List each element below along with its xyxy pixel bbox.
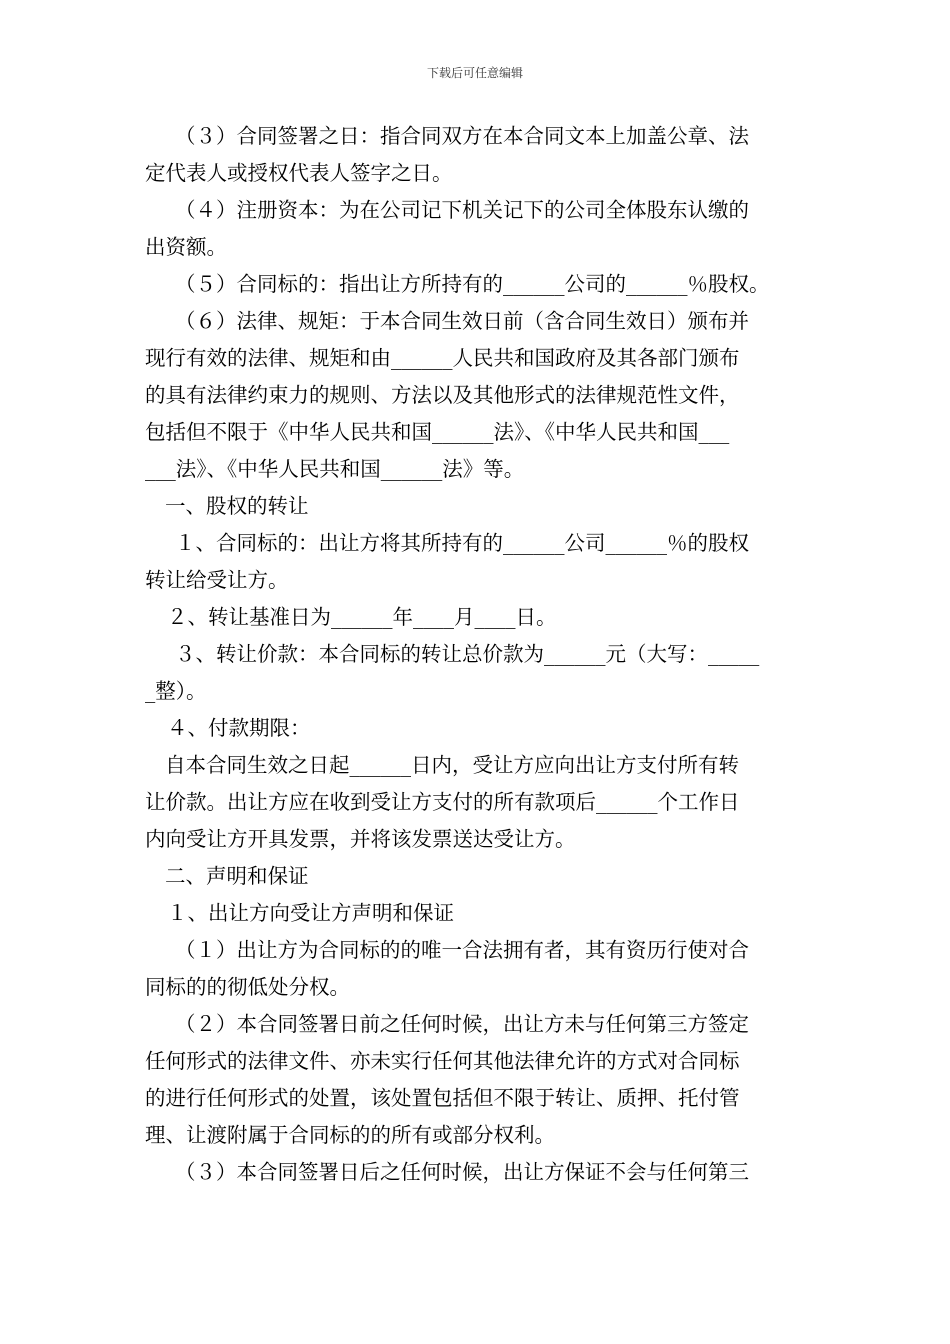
section-2-item-1: １、出让方向受让方声明和保证 <box>167 901 454 925</box>
section-1-item-4: ４、付款期限： <box>167 716 311 740</box>
section-2-clause-1: （１）出让方为合同标的的唯一合法拥有者，其有资历行使对合 <box>175 938 749 962</box>
clause-4-registered-capital: （４）注册资本：为在公司记下机关记下的公司全体股东认缴的 <box>175 198 749 222</box>
section-2-clause-2: （２）本合同签署日前之任何时候，出让方未与任何第三方签定 <box>175 1012 749 1036</box>
section-1-item-2: ２、转让基准日为______年____月____日。 <box>167 605 557 629</box>
section-2-clause-2-cont-1: 任何形式的法律文件、亦未实行任何其他法律允许的方式对合同标 <box>145 1049 740 1073</box>
clause-4-registered-capital-cont: 出资额。 <box>145 235 227 259</box>
clause-5-contract-subject: （５）合同标的：指出让方所持有的______公司的______％股权。 <box>175 272 770 296</box>
clause-3-signing-date: （３）合同签署之日：指合同双方在本合同文本上加盖公章、法 <box>175 124 749 148</box>
section-1-item-3-cont: _整）。 <box>145 679 207 703</box>
section-1-heading: 一、股权的转让 <box>165 494 309 518</box>
clause-6-laws: （６）法律、规矩：于本合同生效日前（含合同生效日）颁布并 <box>175 309 749 333</box>
page-header-watermark: 下载后可任意编辑 <box>426 66 523 80</box>
payment-term-text: 自本合同生效之日起______日内，受让方应向出让方支付所有转 <box>165 753 739 777</box>
clause-6-laws-cont-3: 包括但不限于《中华人民共和国______法》、《中华人民共和国___ <box>145 420 730 444</box>
clause-3-signing-date-cont: 定代表人或授权代表人签字之日。 <box>145 161 453 185</box>
section-1-item-1-cont: 转让给受让方。 <box>145 568 289 592</box>
payment-term-text-cont-2: 内向受让方开具发票，并将该发票送达受让方。 <box>145 827 576 851</box>
section-2-clause-3: （３）本合同签署日后之任何时候，出让方保证不会与任何第三 <box>175 1160 749 1184</box>
section-1-item-1: １、合同标的：出让方将其所持有的______公司______％的股权 <box>175 531 749 555</box>
payment-term-text-cont-1: 让价款。出让方应在收到受让方支付的所有款项后______个工作日 <box>145 790 740 814</box>
section-1-item-3: ３、转让价款：本合同标的转让总价款为______元（大写：_____ <box>175 642 760 666</box>
clause-6-laws-cont-2: 的具有法律约束力的规则、方法以及其他形式的法律规范性文件， <box>145 383 740 407</box>
clause-6-laws-cont-1: 现行有效的法律、规矩和由______人民共和国政府及其各部门颁布 <box>145 346 740 370</box>
section-2-heading: 二、声明和保证 <box>165 864 309 888</box>
section-2-clause-2-cont-2: 的进行任何形式的处置，该处置包括但不限于转让、质押、托付管 <box>145 1086 740 1110</box>
contract-body <box>145 118 813 1191</box>
clause-6-laws-cont-4: ___法》、《中华人民共和国______法》等。 <box>145 457 525 481</box>
section-2-clause-1-cont: 同标的的彻低处分权。 <box>145 975 350 999</box>
section-2-clause-2-cont-3: 理、让渡附属于合同标的的所有或部分权利。 <box>145 1123 555 1147</box>
